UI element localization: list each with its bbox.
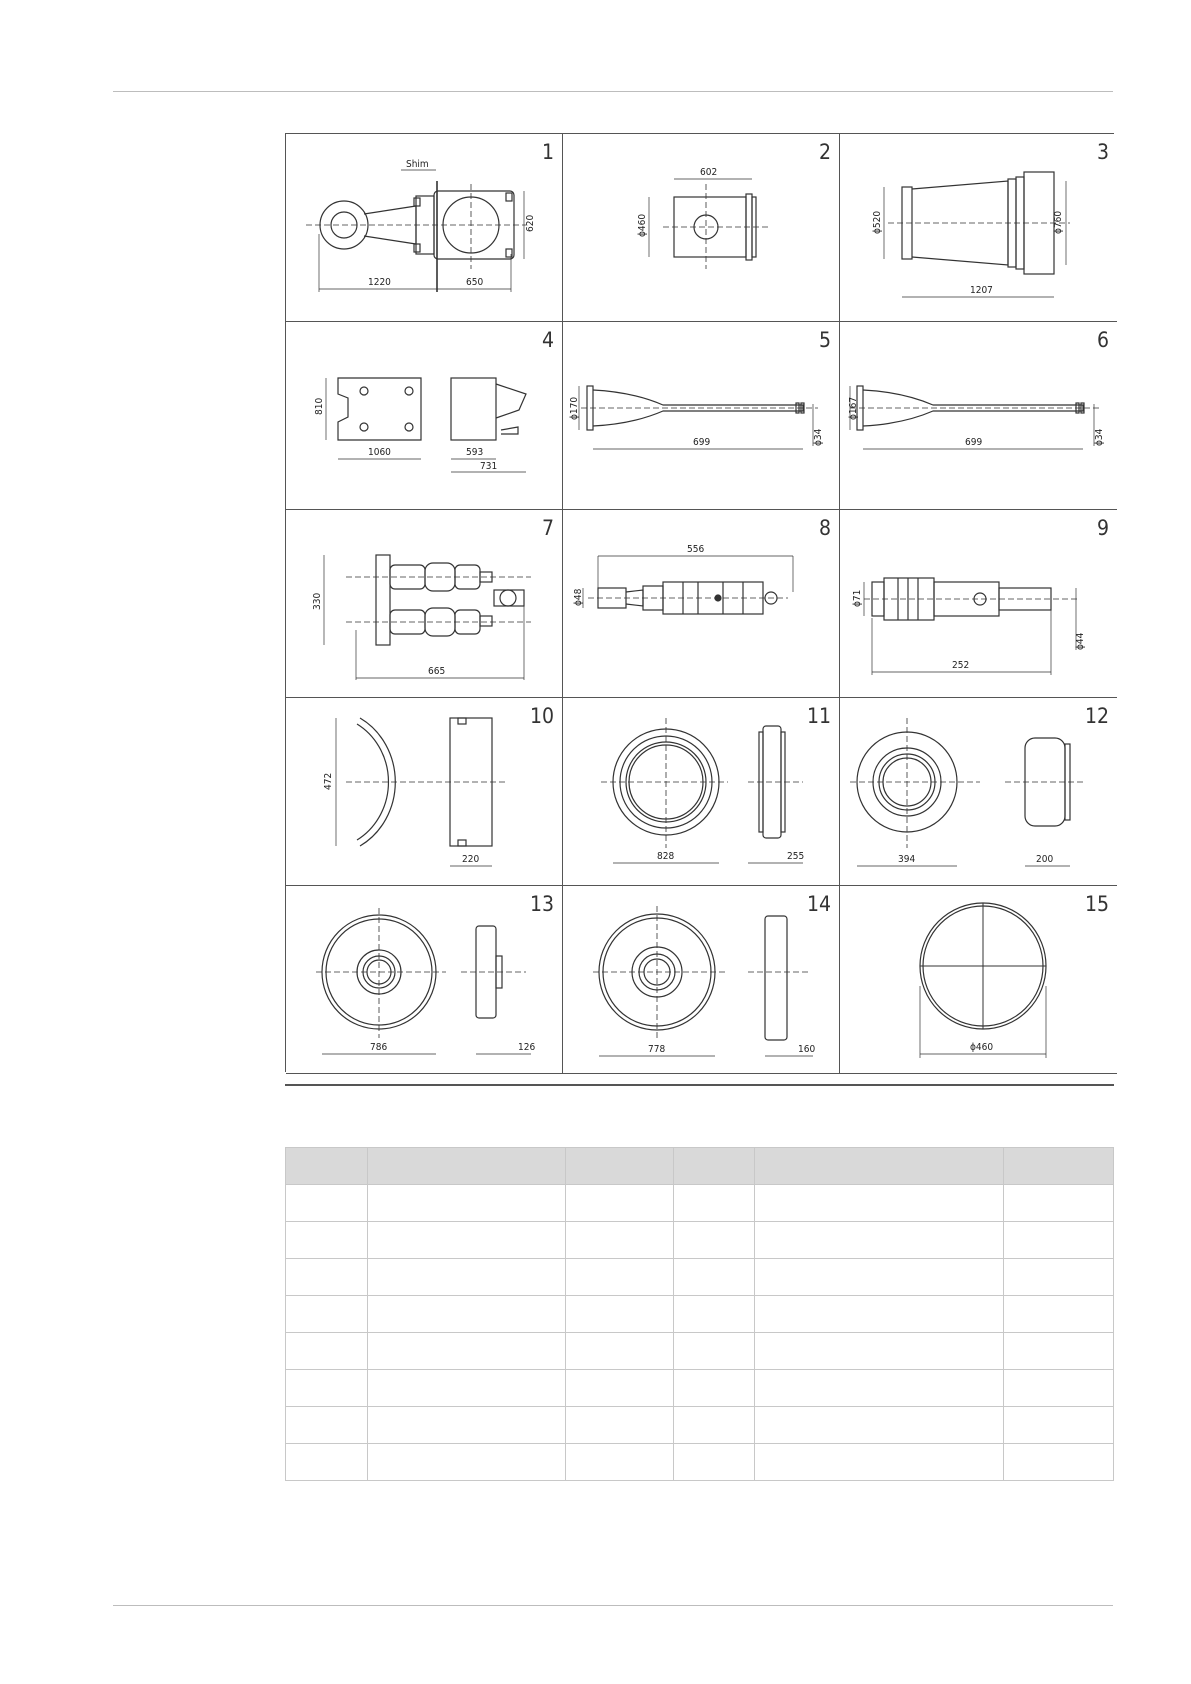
dim-620: 620 <box>525 214 536 232</box>
dim-255: 255 <box>787 851 805 862</box>
figure-number: 1 <box>541 140 554 164</box>
table-cell <box>1004 1222 1114 1259</box>
table-cell <box>367 1296 565 1333</box>
table-cell <box>565 1222 673 1259</box>
dim-1220: 1220 <box>368 277 391 288</box>
table-row <box>286 1185 1114 1222</box>
figure-number: 8 <box>818 516 831 540</box>
table-cell <box>755 1222 1004 1259</box>
table-cell <box>1004 1444 1114 1481</box>
dim-dia-44: ϕ44 <box>1075 632 1086 650</box>
figure-number: 11 <box>806 704 831 728</box>
dim-472: 472 <box>323 772 334 790</box>
table-cell <box>286 1333 368 1370</box>
figure-cell-9 <box>840 510 1117 698</box>
dim-dia-760: ϕ760 <box>1053 210 1064 234</box>
figure-cell-6 <box>840 322 1117 510</box>
figure-cell-12 <box>840 698 1117 886</box>
table-cell <box>673 1370 755 1407</box>
dim-dia-520: ϕ520 <box>872 210 883 234</box>
table-cell <box>565 1333 673 1370</box>
dim-dia-34: ϕ34 <box>813 428 824 446</box>
dim-1207: 1207 <box>970 285 993 296</box>
figure-cell-4 <box>286 322 563 510</box>
parts-table <box>285 1147 1114 1481</box>
bearing-shell-drawing <box>286 698 563 886</box>
table-cell <box>1004 1370 1114 1407</box>
table-cell <box>565 1407 673 1444</box>
dim-828: 828 <box>657 851 675 862</box>
table-cell <box>367 1333 565 1370</box>
table-row <box>286 1407 1114 1444</box>
dim-699: 699 <box>693 437 711 448</box>
table-cell <box>286 1185 368 1222</box>
dim-dia-71: ϕ71 <box>852 589 863 607</box>
figure-cell-13 <box>286 886 563 1074</box>
figure-cell-14 <box>563 886 840 1074</box>
dim-252: 252 <box>952 660 970 671</box>
table-cell <box>565 1185 673 1222</box>
table-cell <box>367 1222 565 1259</box>
idler-gear-drawing <box>840 698 1117 886</box>
figure-number: 14 <box>806 892 831 916</box>
table-cell <box>286 1407 368 1444</box>
dim-330: 330 <box>312 592 323 610</box>
dim-810: 810 <box>314 397 325 415</box>
table-cell <box>367 1370 565 1407</box>
figure-cell-1 <box>286 134 563 322</box>
disc-drawing <box>840 886 1117 1074</box>
table-cell <box>755 1370 1004 1407</box>
figure-cell-3 <box>840 134 1117 322</box>
table-cell <box>1004 1333 1114 1370</box>
dim-1060: 1060 <box>368 447 391 458</box>
dim-200: 200 <box>1036 854 1054 865</box>
table-cell <box>286 1222 368 1259</box>
table-cell <box>565 1370 673 1407</box>
table-cell <box>286 1259 368 1296</box>
starting-valve-drawing <box>840 510 1117 698</box>
dim-dia-167: ϕ167 <box>848 396 859 420</box>
table-cell <box>673 1407 755 1444</box>
dim-220: 220 <box>462 854 480 865</box>
table-cell <box>1004 1259 1114 1296</box>
table-cell <box>286 1370 368 1407</box>
table-cell <box>1004 1185 1114 1222</box>
dim-778: 778 <box>648 1044 666 1055</box>
figure-number: 5 <box>818 328 831 352</box>
figure-cell-7 <box>286 510 563 698</box>
cylinder-liner-drawing <box>840 134 1117 322</box>
table-row <box>286 1259 1114 1296</box>
table-cell <box>755 1185 1004 1222</box>
parts-drawing-grid <box>285 133 1114 1072</box>
figure-number: 7 <box>541 516 554 540</box>
figure-cell-15 <box>840 886 1117 1074</box>
table-header-cell <box>673 1148 755 1185</box>
figure-cell-8 <box>563 510 840 698</box>
dim-556: 556 <box>687 544 705 555</box>
gear-wheel-drawing <box>286 886 563 1074</box>
figure-number: 9 <box>1096 516 1109 540</box>
figure-number: 6 <box>1096 328 1109 352</box>
table-row <box>286 1370 1114 1407</box>
grid-bottom-rule <box>285 1084 1114 1086</box>
table-cell <box>565 1296 673 1333</box>
table-header-cell <box>367 1148 565 1185</box>
table-cell <box>286 1444 368 1481</box>
dim-602: 602 <box>700 167 718 178</box>
ring-gear-drawing <box>563 698 840 886</box>
dim-dia-460: ϕ460 <box>970 1042 994 1053</box>
bearing-block-drawing <box>563 134 840 322</box>
table-cell <box>367 1259 565 1296</box>
table-header-cell <box>1004 1148 1114 1185</box>
table-cell <box>755 1296 1004 1333</box>
dim-665: 665 <box>428 666 446 677</box>
dim-593: 593 <box>466 447 484 458</box>
table-cell <box>565 1259 673 1296</box>
table-header-cell <box>286 1148 368 1185</box>
table-cell <box>755 1259 1004 1296</box>
table-cell <box>673 1222 755 1259</box>
bottom-rule <box>113 1605 1113 1606</box>
dim-394: 394 <box>898 854 916 865</box>
table-cell <box>367 1185 565 1222</box>
dim-786: 786 <box>370 1042 388 1053</box>
fuel-injector-drawing <box>563 510 840 698</box>
figure-number: 12 <box>1084 704 1109 728</box>
figure-number: 2 <box>818 140 831 164</box>
connecting-rod-drawing <box>286 134 563 322</box>
table-header-cell <box>565 1148 673 1185</box>
table-cell <box>367 1444 565 1481</box>
table-cell <box>755 1444 1004 1481</box>
exhaust-valve-drawing <box>563 322 840 510</box>
table-cell <box>755 1333 1004 1370</box>
figure-number: 10 <box>529 704 554 728</box>
figure-cell-5 <box>563 322 840 510</box>
dim-650: 650 <box>466 277 484 288</box>
figure-number: 13 <box>529 892 554 916</box>
dim-dia-34: ϕ34 <box>1094 428 1105 446</box>
table-cell <box>367 1407 565 1444</box>
top-rule <box>113 91 1113 92</box>
figure-number: 3 <box>1096 140 1109 164</box>
dim-731: 731 <box>480 461 498 472</box>
table-row <box>286 1333 1114 1370</box>
table-cell <box>673 1444 755 1481</box>
table-row <box>286 1296 1114 1333</box>
table-row <box>286 1222 1114 1259</box>
table-cell <box>1004 1407 1114 1444</box>
figure-cell-2 <box>563 134 840 322</box>
table-cell <box>286 1296 368 1333</box>
fuel-injection-pump-drawing <box>286 510 563 698</box>
dim-160: 160 <box>798 1044 816 1055</box>
figure-number: 15 <box>1084 892 1109 916</box>
table-cell <box>755 1407 1004 1444</box>
figure-number: 4 <box>541 328 554 352</box>
dim-shim: Shim <box>406 159 429 170</box>
table-cell <box>673 1185 755 1222</box>
table-body <box>286 1185 1114 1481</box>
table-row <box>286 1444 1114 1481</box>
dim-dia-48: ϕ48 <box>573 588 584 606</box>
table-cell <box>673 1333 755 1370</box>
figure-cell-11 <box>563 698 840 886</box>
dim-dia-170: ϕ170 <box>569 396 580 420</box>
figure-cell-10 <box>286 698 563 886</box>
dim-dia-460: ϕ460 <box>637 213 648 237</box>
dim-699: 699 <box>965 437 983 448</box>
table-cell <box>565 1444 673 1481</box>
intake-valve-drawing <box>840 322 1117 510</box>
table-cell <box>673 1259 755 1296</box>
table-header-cell <box>755 1148 1004 1185</box>
table-cell <box>1004 1296 1114 1333</box>
gear-wheel-2-drawing <box>563 886 840 1074</box>
dim-126: 126 <box>518 1042 536 1053</box>
crosshead-drawing <box>286 322 563 510</box>
table-header-row <box>286 1148 1114 1185</box>
table-cell <box>673 1296 755 1333</box>
